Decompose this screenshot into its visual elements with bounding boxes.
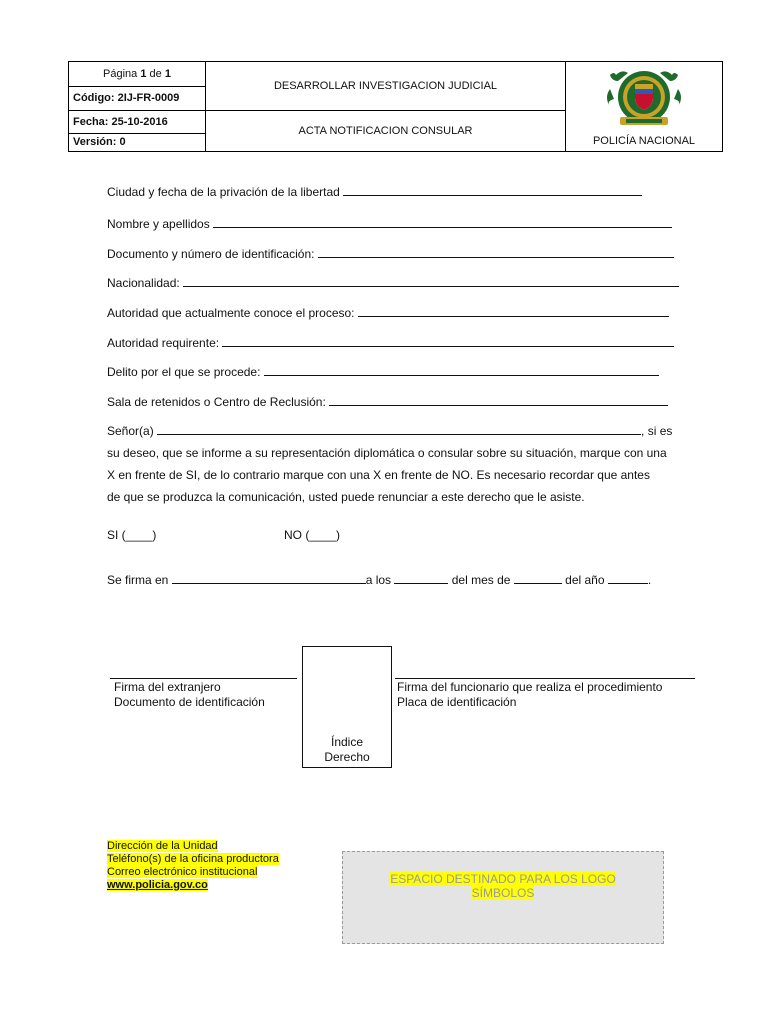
official-signature-caption: [397, 680, 662, 710]
no-option[interactable]: NO (____): [284, 528, 341, 542]
field-row: [107, 216, 672, 231]
signing-prefix: Se firma en: [107, 573, 169, 587]
document-date: Fecha: 25-10-2016: [69, 111, 206, 134]
document-title: ACTA NOTIFICACION CONSULAR: [206, 111, 566, 152]
signing-at: a los: [365, 573, 392, 587]
logo-placeholder-line: SÍMBOLOS: [471, 886, 535, 900]
official-signature-line[interactable]: [395, 678, 695, 679]
police-shield-icon: [604, 67, 684, 133]
field-row: [107, 246, 674, 261]
logo-placeholder-line: ESPACIO DESTINADO PARA LOS LOGO: [390, 872, 616, 886]
page-of: de: [149, 67, 162, 80]
field-row: [107, 275, 679, 290]
official-signature-label: Firma del funcionario que realiza el procedimiento: [397, 680, 663, 694]
logo-cell: [566, 62, 723, 152]
field-label: Nombre y apellidos: [107, 217, 210, 231]
fingerprint-hand-label: Derecho: [324, 750, 370, 764]
document-version: Versión: 0: [69, 133, 206, 151]
fingerprint-box[interactable]: [302, 646, 392, 768]
fingerprint-label: Índice: [330, 735, 364, 749]
notice-tail: , si es: [641, 424, 673, 438]
blank-line[interactable]: [358, 305, 669, 317]
yes-option[interactable]: SI (____): [107, 528, 157, 542]
unit-address: Dirección de la Unidad: [107, 840, 218, 852]
foreigner-signature-caption: [114, 680, 265, 710]
blank-line[interactable]: [157, 423, 641, 435]
field-label: Ciudad y fecha de la privación de la libertad: [107, 185, 340, 199]
page-total: 1: [164, 67, 171, 80]
signing-month: del mes de: [451, 573, 511, 587]
field-row: [107, 184, 642, 199]
unit-contact-info: [107, 840, 279, 892]
field-label: Autoridad requirente:: [107, 336, 220, 350]
field-row: [107, 335, 674, 350]
blank-line[interactable]: [329, 394, 668, 406]
official-badge-label: Placa de identificación: [397, 695, 517, 709]
blank-line[interactable]: [394, 572, 448, 584]
fingerprint-caption: [303, 735, 391, 765]
field-label: Documento y número de identificación:: [107, 247, 315, 261]
document-code: Código: 2IJ-FR-0009: [69, 86, 206, 111]
field-row: [107, 305, 669, 320]
website-link[interactable]: www.policia.gov.co: [107, 879, 208, 891]
unit-phone: Teléfono(s) de la oficina productora: [107, 853, 279, 865]
foreigner-signature-line[interactable]: [110, 678, 297, 679]
signing-year: del año: [565, 573, 605, 587]
blank-line[interactable]: [222, 335, 674, 347]
notice-line: X en frente de SI, de lo contrario marque con una X en frente de NO. Es necesario recordar que antes: [107, 468, 650, 482]
notice-line: su deseo, que se informe a su representación diplomática o consular sobre su situación, marque con una: [107, 446, 667, 460]
blank-line[interactable]: [183, 275, 679, 287]
field-row: [107, 394, 668, 409]
field-label: Delito por el que se procede:: [107, 365, 261, 379]
field-row: [107, 364, 659, 379]
blank-line[interactable]: [264, 364, 659, 376]
field-label: Nacionalidad:: [107, 276, 180, 290]
field-label: Sala de retenidos o Centro de Reclusión:: [107, 395, 326, 409]
unit-email: Correo electrónico institucional: [107, 866, 258, 878]
page-label: Página: [103, 67, 138, 80]
field-label: Autoridad que actualmente conoce el proceso:: [107, 306, 355, 320]
foreigner-signature-label: Firma del extranjero: [114, 680, 221, 694]
blank-line[interactable]: [343, 184, 642, 196]
notice-line: de que se produzca la comunicación, usted puede renunciar a este derecho que le asiste.: [107, 490, 585, 504]
blank-line[interactable]: [514, 572, 562, 584]
notice-line: [107, 420, 687, 442]
salutation: Señor(a): [107, 424, 154, 438]
blank-line[interactable]: [608, 572, 648, 584]
logo-placeholder-text: [343, 872, 663, 900]
blank-line[interactable]: [172, 572, 366, 584]
page-current: 1: [140, 67, 147, 80]
blank-line[interactable]: [213, 216, 672, 228]
process-title: DESARROLLAR INVESTIGACION JUDICIAL: [206, 62, 566, 111]
signing-end: .: [647, 573, 652, 587]
notice-paragraph: [107, 420, 687, 508]
institution-name: POLICÍA NACIONAL: [592, 135, 696, 147]
logo-placeholder-area: [342, 851, 664, 944]
document-header: [68, 61, 723, 152]
foreigner-document-label: Documento de identificación: [114, 695, 265, 709]
signing-place-row: [107, 572, 651, 587]
page-number-cell: [69, 62, 206, 87]
blank-line[interactable]: [318, 246, 674, 258]
